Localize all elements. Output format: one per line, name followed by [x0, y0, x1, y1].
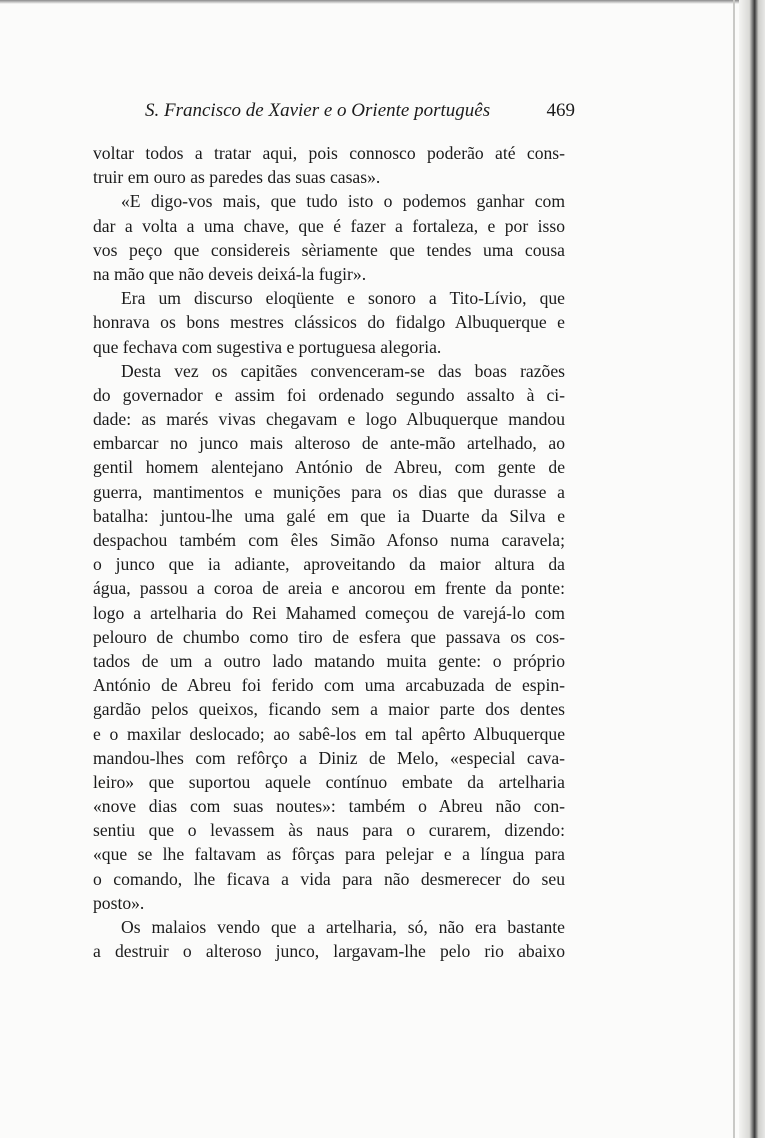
text-line: que fechava com sugestiva e portuguesa alegoria.: [93, 336, 442, 357]
text-line: o junco que ia adiante, aproveitando da maior altura da: [93, 554, 565, 575]
text-line: Os malaios vendo que a artelharia, só, não era bastante: [121, 917, 565, 937]
scan-edge-right: [739, 0, 765, 1138]
text-line: a destruir o alteroso junco, largavam-lhe pelo rio abaixo: [93, 941, 565, 962]
text-line: na mão que não deveis deixá-la fugir».: [93, 263, 367, 284]
text-line: «nove dias com suas noutes»: também o Abreu não con-: [93, 796, 565, 817]
text-line: voltar todos a tratar aqui, pois connosco poderão até cons-: [93, 143, 565, 163]
text-line: embarcar no junco mais alteroso de ante-mão artelhado, ao: [93, 433, 565, 454]
body-text: [93, 141, 565, 963]
text-line: despachou também com êles Simão Afonso numa caravela;: [93, 530, 565, 550]
text-line: dar a volta a uma chave, que é fazer a fortaleza, e por isso: [93, 215, 565, 236]
text-line: o comando, lhe ficava a vida para não desmerecer do seu: [93, 868, 565, 889]
text-line: e o maxilar deslocado; ao sabê-los em tal apêrto Albuquerque: [93, 723, 565, 744]
text-line: truir em ouro as paredes das suas casas».: [93, 167, 381, 188]
text-line: água, passou a coroa de areia e ancorou em frente da ponte:: [93, 578, 565, 599]
text-line: Era um discurso eloqüente e sonoro a Tito-Lívio, que: [121, 288, 565, 309]
text-line: vos peço que considereis sèriamente que tendes uma cousa: [93, 239, 565, 260]
text-line: dade: as marés vivas chegavam e logo Albuquerque mandou: [93, 409, 565, 430]
text-line: logo a artelharia do Rei Mahamed começou de varejá-lo com: [93, 602, 565, 623]
running-header: [145, 100, 575, 122]
text-line: mandou-lhes com refôrço a Diniz de Melo, «especial cava-: [93, 747, 565, 768]
text-line: «E digo-vos mais, que tudo isto o podemos ganhar com: [121, 191, 565, 212]
scan-page-edge-line: [733, 0, 735, 1138]
text-line: sentiu que o levassem às naus para o curarem, dizendo:: [93, 820, 565, 841]
running-title: S. Francisco de Xavier e o Oriente português: [145, 100, 491, 121]
text-line: honrava os bons mestres clássicos do fidalgo Albuquerque e: [93, 312, 565, 333]
text-line: leiro» que suportou aquele contínuo embate da artelharia: [93, 771, 565, 792]
text-line: batalha: juntou-lhe uma galé em que ia Duarte da Silva e: [93, 505, 565, 526]
text-line: Desta vez os capitães convenceram-se das boas razões: [121, 360, 565, 381]
page-number: 469: [546, 100, 575, 121]
text-line: gardão pelos queixos, ficando sem a maior parte dos dentes: [93, 699, 565, 720]
text-line: pelouro de chumbo como tiro de esfera que passava os cos-: [93, 626, 565, 647]
text-line: António de Abreu foi ferido com uma arcabuzada de espin-: [93, 675, 565, 696]
text-line: guerra, mantimentos e munições para os dias que durasse a: [93, 481, 565, 502]
text-line: posto».: [93, 892, 145, 913]
text-line: «que se lhe faltavam as fôrças para pelejar e a língua para: [93, 844, 565, 865]
text-line: tados de um a outro lado matando muita gente: o próprio: [93, 650, 565, 671]
scan-edge-top: [0, 0, 765, 4]
text-line: gentil homem alentejano António de Abreu, com gente de: [93, 457, 565, 478]
text-line: do governador e assim foi ordenado segundo assalto à ci-: [93, 384, 565, 405]
